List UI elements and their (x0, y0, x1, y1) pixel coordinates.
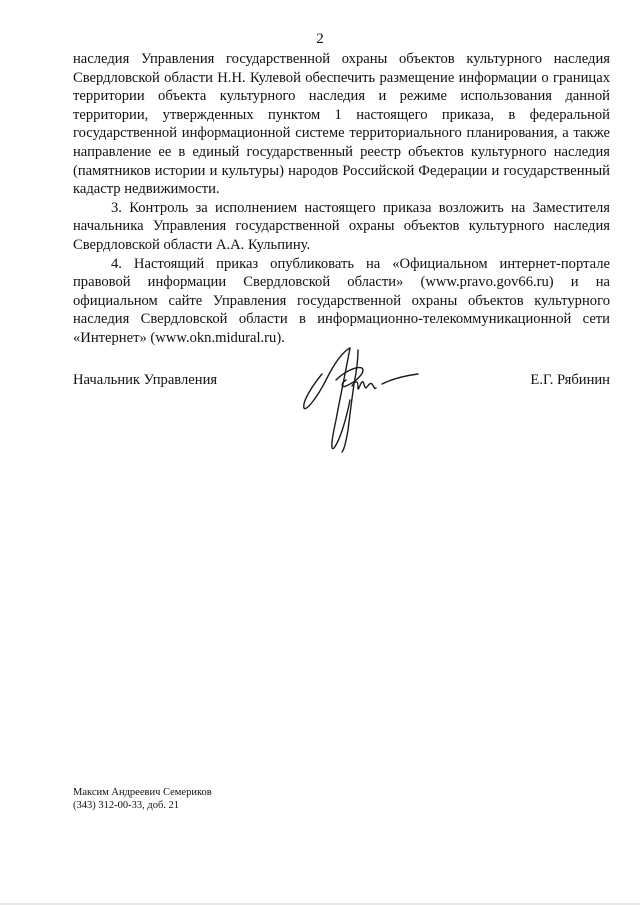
page-number: 2 (316, 31, 324, 47)
executor-phone: (343) 312-00-33, доб. 21 (73, 800, 180, 811)
executor-contact (73, 786, 212, 812)
paragraph-item-3: 3. Контроль за исполнением настоящего приказа возложить на Заместителя начальника Управления государственной охраны объектов культурного наследия Свердловской области А.А. Кульпину. (73, 199, 610, 253)
handwritten-signature-icon (296, 340, 436, 455)
signatory-title: Начальник Управления (73, 372, 218, 388)
signatory-name: Е.Г. Рябинин (530, 372, 610, 388)
document-body (73, 50, 610, 348)
executor-name: Максим Андреевич Семериков (73, 787, 212, 798)
paragraph-item-4: 4. Настоящий приказ опубликовать на «Официальном интернет-портале правовой информации Свердловской области» (www.pravo.gov66.ru) и на официальном сайте Управления государственной охраны объектов культурного наследия Свердловской области в информационно-телекоммуникационной сети «Интернет» (www.okn.midural.ru). (73, 255, 610, 346)
paragraph-continuation: наследия Управления государственной охраны объектов культурного наследия Свердловской области Н.Н. Кулевой обеспечить размещение информации о границах территории объекта культурного наследия и режиме использования данной территории, утвержденных пунктом 1 настоящего приказа, в федеральной государственной информационной системе территориального планирования, а также направление ее в единый государственный реестр объектов культурного наследия (памятников истории и культуры) народов Российской Федерации и государственный кадастр недвижимости. (73, 51, 610, 198)
